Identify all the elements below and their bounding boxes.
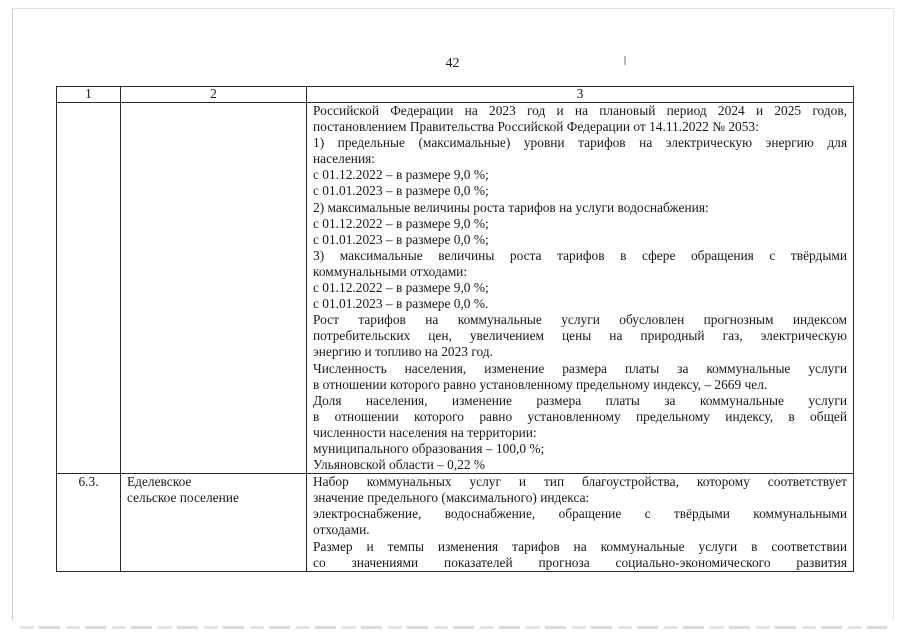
text-line: энергию и топливо на 2023 год.: [313, 344, 493, 360]
column-header-1: 1: [57, 87, 121, 103]
row-number-cell: [57, 103, 121, 474]
column-header-3: 3: [307, 87, 854, 103]
text-line: отходами.: [313, 522, 370, 538]
text-line: коммунальными отходами:: [313, 263, 468, 279]
text-line: со значениями показателей прогноза социально-экономического развития: [313, 554, 847, 570]
text-line: Российской Федерации на 2023 год и на плановый период 2024 и 2025 годов,: [313, 103, 847, 118]
text-line: численности населения на территории:: [313, 424, 537, 440]
text-line: 1) предельные (максимальные) уровни тарифов на электрическую энергию для: [313, 135, 847, 151]
text-line: муниципального образования – 100,0 %;: [313, 440, 545, 456]
text-line: 3) максимальные величины роста тарифов в сфере обращения с твёрдыми: [313, 247, 847, 263]
text-line: с 01.12.2022 – в размере 9,0 %;: [313, 167, 489, 183]
page-number: 42: [445, 56, 460, 71]
table-row: [57, 103, 854, 474]
column-header-2: 2: [121, 87, 307, 103]
text-line: Ульяновской области – 0,22 %: [313, 457, 486, 473]
text-line: постановлением Правительства Российской Федерации от 14.11.2022 № 2053:: [313, 119, 759, 135]
text-line: Размер и темпы изменения тарифов на коммунальные услуги в соответствии: [313, 538, 847, 554]
scan-edge-noise: [20, 626, 887, 629]
text-line: потребительских цен, увеличением цены на природный газ, электрическую: [313, 328, 847, 344]
text-line: населения:: [313, 151, 375, 167]
settlement-name-cell: [121, 474, 307, 572]
text-line: в отношении которого равно установленному предельному индексу, в общей: [313, 408, 847, 424]
text-line: с 01.01.2023 – в размере 0,0 %.: [313, 296, 489, 312]
settlement-name-cell: [121, 103, 307, 474]
table-header-row: [57, 87, 854, 103]
text-line: 2) максимальные величины роста тарифов на услуги водоснабжения:: [313, 199, 709, 215]
text-line: Набор коммунальных услуг и тип благоустройства, которому соответствует: [313, 474, 847, 490]
text-line: с 01.01.2023 – в размере 0,0 %;: [313, 231, 489, 247]
table-row: [57, 474, 854, 572]
row-number-cell: 6.3.: [57, 474, 121, 572]
text-line: с 01.01.2023 – в размере 0,0 %;: [313, 183, 489, 199]
text-line: значение предельного (максимального) индекса:: [313, 490, 590, 506]
text-line: в отношении которого равно установленному предельному индексу, – 2669 чел.: [313, 376, 768, 392]
text-line: Численность населения, изменение размера платы за коммунальные услуги: [313, 360, 847, 376]
document-table: [56, 86, 854, 572]
text-line: с 01.12.2022 – в размере 9,0 %;: [313, 280, 489, 296]
text-line: электроснабжение, водоснабжение, обращение с твёрдыми коммунальными: [313, 506, 847, 522]
settlement-name-line: Еделевское: [127, 474, 192, 490]
text-line: Рост тарифов на коммунальные услуги обусловлен прогнозным индексом: [313, 312, 847, 328]
row-text-cell: [307, 474, 854, 572]
settlement-name-line: сельское поселение: [127, 490, 239, 506]
scan-mark: [624, 56, 626, 65]
row-text-cell: [307, 103, 854, 474]
text-line: с 01.12.2022 – в размере 9,0 %;: [313, 215, 489, 231]
text-line: Доля населения, изменение размера платы за коммунальные услуги: [313, 392, 847, 408]
